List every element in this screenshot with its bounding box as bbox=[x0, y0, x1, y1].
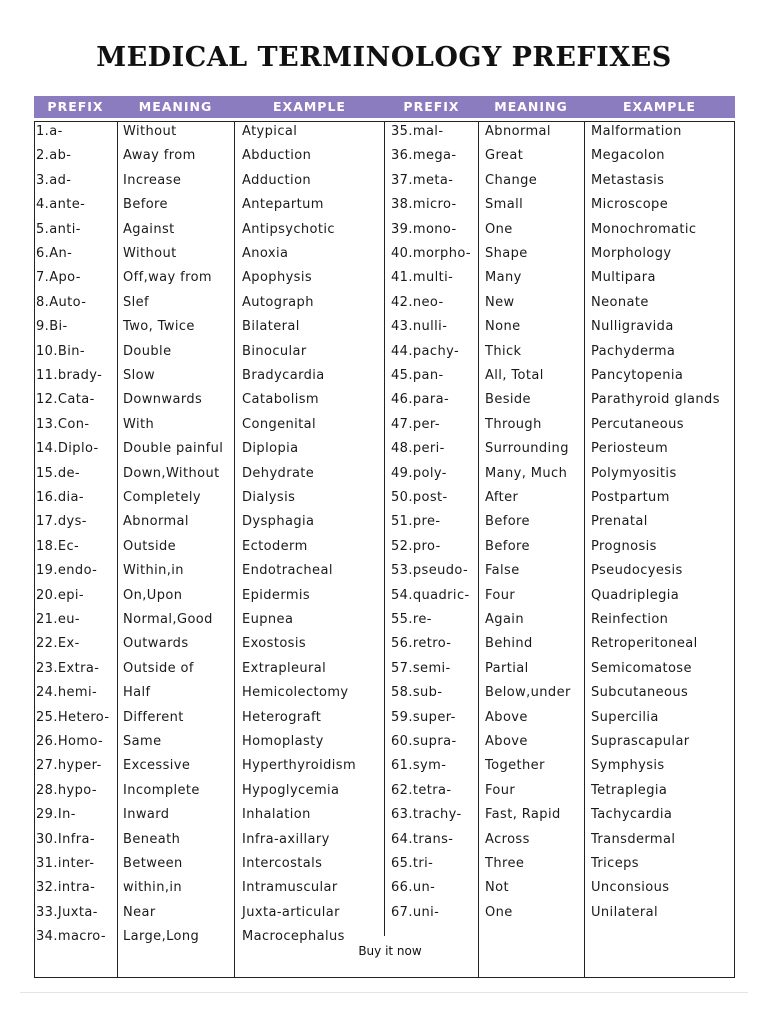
cell-meaning: Slef bbox=[123, 294, 150, 310]
cell-prefix: 48.peri- bbox=[391, 441, 445, 457]
cell-example: Reinfection bbox=[591, 612, 669, 627]
cell-example: Ectoderm bbox=[242, 538, 308, 554]
cell-example: Neonate bbox=[591, 294, 649, 310]
header-example-right: EXAMPLE bbox=[623, 99, 696, 114]
cell-meaning: Below,under bbox=[485, 685, 571, 701]
cell-prefix: 2.ab- bbox=[36, 148, 72, 164]
cell-prefix: 44.pachy- bbox=[391, 343, 460, 359]
cell-meaning: Three bbox=[485, 856, 525, 871]
cell-meaning: Against bbox=[123, 221, 175, 237]
cell-prefix: 10.Bin- bbox=[36, 343, 85, 359]
cell-prefix: 13.Con- bbox=[36, 416, 90, 432]
cell-prefix: 51.pre- bbox=[391, 514, 441, 530]
cell-meaning: Downwards bbox=[123, 392, 203, 408]
cell-meaning: Thick bbox=[485, 343, 522, 359]
cell-meaning: Without bbox=[123, 124, 177, 139]
cell-meaning: Outwards bbox=[123, 636, 189, 652]
cell-example: Retroperitoneal bbox=[591, 636, 698, 652]
cell-example: Triceps bbox=[591, 856, 639, 871]
column-divider bbox=[478, 121, 479, 978]
cell-example: Hemicolectomy bbox=[242, 685, 349, 701]
cell-prefix: 42.neo- bbox=[391, 294, 444, 310]
cell-meaning: Four bbox=[485, 587, 516, 603]
cell-meaning: Outside of bbox=[123, 660, 194, 676]
cell-example: Apophysis bbox=[242, 270, 313, 286]
cell-example: Homoplasty bbox=[242, 734, 324, 749]
cell-example: Dehydrate bbox=[242, 465, 315, 481]
cell-prefix: 9.Bi- bbox=[36, 319, 68, 335]
cell-prefix: 58.sub- bbox=[391, 685, 443, 701]
cell-meaning: Great bbox=[485, 148, 524, 164]
cell-example: Prognosis bbox=[591, 538, 657, 554]
cell-meaning: Half bbox=[123, 685, 151, 701]
cell-prefix: 16.dia- bbox=[36, 490, 84, 505]
cell-example: Bradycardia bbox=[242, 368, 325, 383]
cell-meaning: Surrounding bbox=[485, 441, 569, 457]
cell-prefix: 66.un- bbox=[391, 880, 436, 896]
cell-prefix: 22.Ex- bbox=[36, 636, 80, 652]
cell-example: Morphology bbox=[591, 246, 672, 261]
cell-example: Microscope bbox=[591, 197, 669, 213]
cell-example: Juxta-articular bbox=[242, 904, 340, 920]
cell-example: Postpartum bbox=[591, 490, 670, 505]
cell-example: Polymyositis bbox=[591, 465, 677, 481]
cell-meaning: Before bbox=[485, 538, 530, 554]
cell-example: Endotracheal bbox=[242, 563, 333, 579]
cell-prefix: 28.hypo- bbox=[36, 782, 97, 798]
cell-prefix: 8.Auto- bbox=[36, 294, 87, 310]
cell-example: Pachyderma bbox=[591, 343, 676, 359]
cell-prefix: 35.mal- bbox=[391, 124, 444, 139]
cell-prefix: 46.para- bbox=[391, 392, 450, 408]
cell-example: Periosteum bbox=[591, 441, 669, 457]
cell-meaning: Two, Twice bbox=[123, 319, 195, 335]
cell-prefix: 34.macro- bbox=[36, 929, 106, 945]
cell-meaning: Above bbox=[485, 734, 528, 749]
cell-meaning: Abnormal bbox=[123, 514, 189, 530]
column-divider bbox=[584, 121, 585, 978]
cell-prefix: 19.endo- bbox=[36, 563, 98, 579]
cell-prefix: 56.retro- bbox=[391, 636, 452, 652]
cell-prefix: 54.quadric- bbox=[391, 587, 470, 603]
cell-meaning: Partial bbox=[485, 660, 529, 676]
cell-prefix: 49.poly- bbox=[391, 465, 447, 481]
cell-example: Hypoglycemia bbox=[242, 782, 340, 798]
cell-meaning: Increase bbox=[123, 172, 182, 188]
cell-example: Symphysis bbox=[591, 758, 665, 774]
cell-example: Pseudocyesis bbox=[591, 563, 683, 579]
cell-example: Binocular bbox=[242, 343, 307, 359]
cell-meaning: Down,Without bbox=[123, 465, 220, 481]
cell-prefix: 20.epi- bbox=[36, 587, 85, 603]
cell-prefix: 47.per- bbox=[391, 416, 440, 432]
cell-meaning: Off,way from bbox=[123, 270, 212, 286]
cell-prefix: 23.Extra- bbox=[36, 660, 100, 676]
cell-prefix: 24.hemi- bbox=[36, 685, 98, 701]
cell-meaning: New bbox=[485, 294, 515, 310]
cell-meaning: Near bbox=[123, 904, 156, 920]
page-title: MEDICAL TERMINOLOGY PREFIXES bbox=[96, 42, 672, 73]
cell-prefix: 40.morpho- bbox=[391, 246, 472, 261]
cell-meaning: One bbox=[485, 221, 513, 237]
cell-meaning: within,in bbox=[123, 880, 183, 896]
cell-example: Suprascapular bbox=[591, 734, 690, 749]
cell-meaning: Double bbox=[123, 343, 172, 359]
cell-meaning: Before bbox=[485, 514, 530, 530]
cell-example: Eupnea bbox=[242, 612, 294, 627]
cell-example: Dysphagia bbox=[242, 514, 315, 530]
cell-prefix: 31.inter- bbox=[36, 856, 95, 871]
cell-meaning: Across bbox=[485, 831, 530, 847]
table-header-bar bbox=[34, 96, 735, 118]
cell-example: Tetraplegia bbox=[591, 782, 668, 798]
cell-meaning: Many bbox=[485, 270, 522, 286]
cell-meaning: On,Upon bbox=[123, 587, 183, 603]
cell-meaning: Shape bbox=[485, 246, 528, 261]
cell-example: Semicomatose bbox=[591, 660, 692, 676]
cell-meaning: With bbox=[123, 416, 155, 432]
cell-prefix: 41.multi- bbox=[391, 270, 454, 286]
cell-example: Nulligravida bbox=[591, 319, 674, 335]
cell-meaning: Fast, Rapid bbox=[485, 807, 561, 823]
cell-prefix: 43.nulli- bbox=[391, 319, 448, 335]
cell-meaning: Beside bbox=[485, 392, 531, 408]
cell-prefix: 21.eu- bbox=[36, 612, 81, 627]
cell-example: Dialysis bbox=[242, 490, 296, 505]
cell-meaning: Again bbox=[485, 612, 524, 627]
cell-example: Subcutaneous bbox=[591, 685, 689, 701]
cell-meaning: Normal,Good bbox=[123, 612, 213, 627]
cell-meaning: Same bbox=[123, 734, 162, 749]
cell-prefix: 39.mono- bbox=[391, 221, 457, 237]
cell-prefix: 29.In- bbox=[36, 807, 76, 823]
cell-meaning: Beneath bbox=[123, 831, 181, 847]
cell-meaning: Through bbox=[485, 416, 542, 432]
cell-example: Monochromatic bbox=[591, 221, 697, 237]
cell-meaning: After bbox=[485, 490, 519, 505]
cell-example: Parathyroid glands bbox=[591, 392, 720, 408]
cell-example: Percutaneous bbox=[591, 416, 684, 432]
cell-meaning: Between bbox=[123, 856, 183, 871]
cell-prefix: 52.pro- bbox=[391, 538, 441, 554]
cell-prefix: 32.intra- bbox=[36, 880, 96, 896]
header-example-left: EXAMPLE bbox=[273, 99, 346, 114]
cell-example: Adduction bbox=[242, 172, 312, 188]
cell-meaning: Different bbox=[123, 709, 184, 725]
cell-example: Macrocephalus bbox=[242, 929, 345, 945]
header-prefix-left: PREFIX bbox=[47, 99, 104, 114]
cell-meaning: Four bbox=[485, 782, 516, 798]
cell-example: Antepartum bbox=[242, 197, 324, 213]
cell-meaning: Inward bbox=[123, 807, 170, 823]
cell-example: Pancytopenia bbox=[591, 368, 684, 383]
cell-meaning: All, Total bbox=[485, 368, 544, 383]
cell-meaning: Within,in bbox=[123, 563, 184, 579]
cell-example: Unconsious bbox=[591, 880, 670, 896]
cell-prefix: 64.trans- bbox=[391, 831, 454, 847]
column-divider bbox=[384, 121, 385, 936]
cell-example: Heterograft bbox=[242, 709, 322, 725]
cell-meaning: False bbox=[485, 563, 520, 579]
cell-prefix: 65.tri- bbox=[391, 856, 434, 871]
cell-prefix: 15.de- bbox=[36, 465, 81, 481]
cell-prefix: 6.An- bbox=[36, 246, 73, 261]
cell-example: Exostosis bbox=[242, 636, 307, 652]
column-divider bbox=[117, 121, 118, 978]
column-divider bbox=[234, 121, 235, 978]
cell-prefix: 36.mega- bbox=[391, 148, 457, 164]
cell-prefix: 37.meta- bbox=[391, 172, 454, 188]
cell-prefix: 67.uni- bbox=[391, 904, 440, 920]
cell-example: Antipsychotic bbox=[242, 221, 335, 237]
cell-example: Megacolon bbox=[591, 148, 665, 164]
cell-meaning: Large,Long bbox=[123, 929, 200, 945]
cell-meaning: Outside bbox=[123, 538, 177, 554]
cell-example: Quadriplegia bbox=[591, 587, 680, 603]
cell-prefix: 11.brady- bbox=[36, 368, 103, 383]
cell-prefix: 12.Cata- bbox=[36, 392, 95, 408]
cell-meaning: Above bbox=[485, 709, 528, 725]
cell-meaning: Change bbox=[485, 172, 538, 188]
cell-example: Atypical bbox=[242, 124, 298, 139]
cell-prefix: 55.re- bbox=[391, 612, 432, 627]
cell-prefix: 5.anti- bbox=[36, 221, 81, 237]
cell-prefix: 17.dys- bbox=[36, 514, 87, 530]
cell-prefix: 7.Apo- bbox=[36, 270, 81, 286]
cell-prefix: 27.hyper- bbox=[36, 758, 102, 774]
cell-meaning: Incomplete bbox=[123, 782, 200, 798]
cell-prefix: 25.Hetero- bbox=[36, 709, 110, 725]
buy-it-now-button[interactable]: Buy it now bbox=[358, 944, 422, 958]
cell-example: Catabolism bbox=[242, 392, 319, 408]
header-meaning-left: MEANING bbox=[138, 99, 213, 114]
cell-example: Congenital bbox=[242, 416, 317, 432]
cell-example: Prenatal bbox=[591, 514, 648, 530]
cell-example: Diplopia bbox=[242, 441, 299, 457]
cell-example: Infra-axillary bbox=[242, 831, 330, 847]
cell-meaning: One bbox=[485, 904, 513, 920]
cell-example: Inhalation bbox=[242, 807, 311, 823]
cell-prefix: 53.pseudo- bbox=[391, 563, 469, 579]
cell-meaning: Abnormal bbox=[485, 124, 551, 139]
cell-meaning: Completely bbox=[123, 490, 201, 505]
cell-example: Multipara bbox=[591, 270, 656, 286]
cell-example: Extrapleural bbox=[242, 660, 327, 676]
cell-prefix: 14.Diplo- bbox=[36, 441, 99, 457]
cell-example: Autograph bbox=[242, 294, 314, 310]
cell-example: Intramuscular bbox=[242, 880, 338, 896]
cell-prefix: 50.post- bbox=[391, 490, 448, 505]
cell-example: Tachycardia bbox=[591, 807, 673, 823]
header-meaning-right: MEANING bbox=[494, 99, 568, 114]
cell-example: Intercostals bbox=[242, 856, 323, 871]
cell-example: Unilateral bbox=[591, 904, 658, 920]
cell-meaning: Without bbox=[123, 246, 177, 261]
cell-prefix: 30.Infra- bbox=[36, 831, 95, 847]
cell-meaning: Before bbox=[123, 197, 168, 213]
cell-meaning: Away from bbox=[123, 148, 196, 164]
cell-prefix: 60.supra- bbox=[391, 734, 457, 749]
cell-example: Supercilia bbox=[591, 709, 659, 725]
cell-prefix: 57.semi- bbox=[391, 660, 451, 676]
cell-example: Transdermal bbox=[591, 831, 676, 847]
cell-example: Hyperthyroidism bbox=[242, 758, 357, 774]
cell-example: Epidermis bbox=[242, 587, 311, 603]
cell-prefix: 38.micro- bbox=[391, 197, 457, 213]
cell-prefix: 18.Ec- bbox=[36, 538, 80, 554]
cell-meaning: Double painful bbox=[123, 441, 224, 457]
cell-meaning: Excessive bbox=[123, 758, 191, 774]
cell-prefix: 3.ad- bbox=[36, 172, 72, 188]
cell-prefix: 45.pan- bbox=[391, 368, 444, 383]
cell-example: Metastasis bbox=[591, 172, 665, 188]
cell-meaning: Not bbox=[485, 880, 509, 896]
cell-prefix: 61.sym- bbox=[391, 758, 447, 774]
cell-prefix: 33.Juxta- bbox=[36, 904, 98, 920]
cell-meaning: Small bbox=[485, 197, 524, 213]
cell-meaning: Slow bbox=[123, 368, 156, 383]
cell-example: Abduction bbox=[242, 148, 312, 164]
cell-meaning: Many, Much bbox=[485, 465, 568, 481]
footer-divider bbox=[20, 992, 748, 993]
cell-prefix: 59.super- bbox=[391, 709, 456, 725]
header-prefix-right: PREFIX bbox=[403, 99, 460, 114]
cell-meaning: Together bbox=[485, 758, 545, 774]
cell-prefix: 26.Homo- bbox=[36, 734, 104, 749]
cell-prefix: 4.ante- bbox=[36, 197, 86, 213]
cell-example: Bilateral bbox=[242, 319, 300, 335]
cell-meaning: Behind bbox=[485, 636, 533, 652]
cell-meaning: None bbox=[485, 319, 521, 335]
cell-prefix: 62.tetra- bbox=[391, 782, 452, 798]
cell-example: Malformation bbox=[591, 124, 682, 139]
cell-prefix: 1.a- bbox=[36, 124, 63, 139]
cell-prefix: 63.trachy- bbox=[391, 807, 462, 823]
cell-example: Anoxia bbox=[242, 246, 289, 261]
